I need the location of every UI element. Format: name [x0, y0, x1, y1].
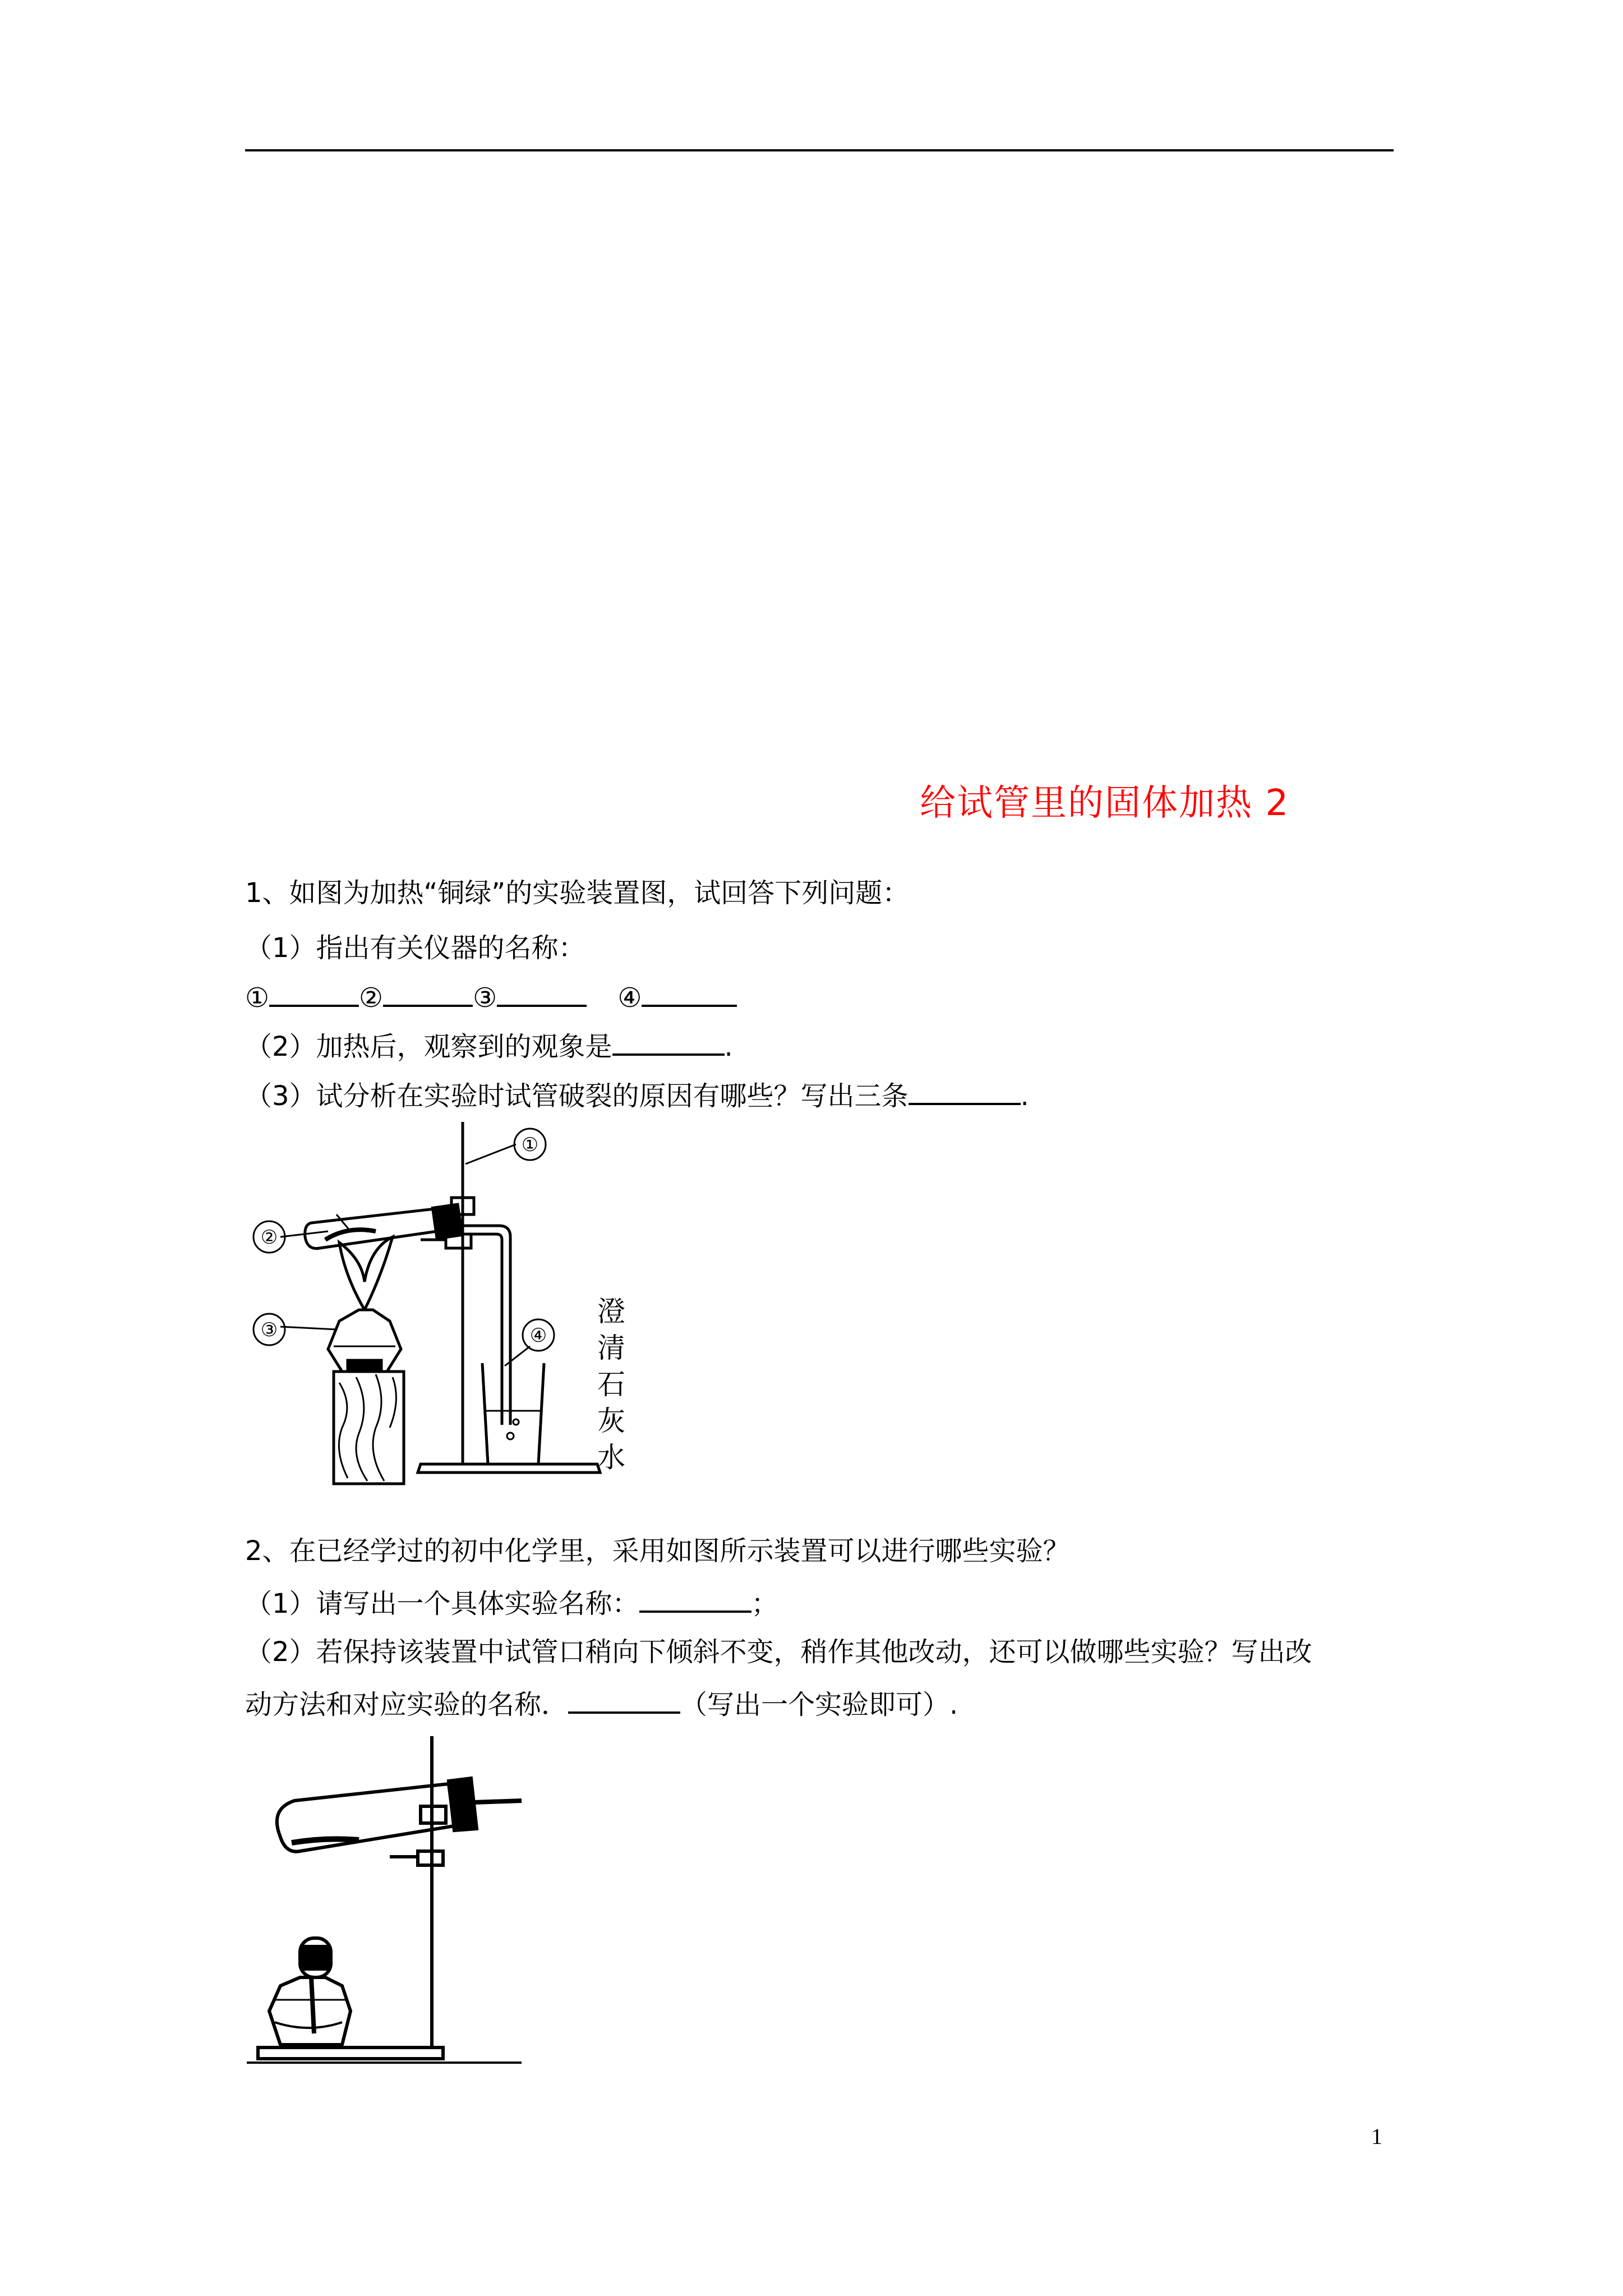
q1-sub3-period: . [1020, 1080, 1029, 1112]
blank-label-1: ① [245, 982, 270, 1014]
beaker-label-char-3: 石 [597, 1368, 625, 1401]
answer-blank-reasons[interactable] [909, 1077, 1021, 1105]
callout-4: ④ [529, 1326, 547, 1346]
q2-sub2-text: 动方法和对应实验的名称． [245, 1689, 569, 1720]
q1-blanks-row [245, 979, 737, 1015]
q1-sub2-period: . [724, 1031, 733, 1062]
q2-sub2-tail: （写出一个实验即可）. [680, 1689, 958, 1720]
beaker-label-char-2: 清 [597, 1332, 625, 1364]
q2-sub2-line1: （2）若保持该装置中试管口稍向下倾斜不变，稍作其他改动，还可以做哪些实验？写出改 [245, 1636, 1312, 1668]
q2-sub2-line2 [245, 1686, 958, 1722]
q1-stem: 1、如图为加热“铜绿”的实验装置图，试回答下列问题： [245, 877, 910, 909]
test-tube [305, 1209, 443, 1249]
q2-sub1-text: （1）请写出一个具体实验名称： [245, 1588, 639, 1619]
header-rule [245, 149, 1394, 151]
page-title: 给试管里的固体加热 2 [920, 783, 1290, 824]
answer-blank-experiment-name[interactable] [639, 1585, 751, 1613]
blank-label-2: ② [359, 982, 384, 1014]
wooden-block [334, 1372, 404, 1484]
blank-label-3: ③ [473, 982, 497, 1014]
q2-sub1 [245, 1585, 778, 1621]
blank-label-4: ④ [617, 982, 642, 1014]
q1-sub3 [245, 1077, 1029, 1113]
q1-sub1: （1）指出有关仪器的名称： [245, 932, 585, 964]
figure-copper-green-apparatus [241, 1119, 667, 1501]
beaker-label-char-5: 水 [597, 1441, 625, 1474]
page-number: 1 [1371, 2124, 1382, 2149]
q1-sub2-text: （2）加热后，观察到的观象是 [245, 1031, 612, 1062]
stand-base [258, 2047, 443, 2059]
answer-blank-3[interactable] [497, 979, 587, 1007]
answer-blank-4[interactable] [642, 979, 737, 1007]
answer-blank-2[interactable] [383, 979, 473, 1007]
callout-2: ② [260, 1227, 278, 1248]
callout-3: ③ [260, 1320, 278, 1341]
stopper-2 [449, 1778, 477, 1830]
flame [339, 1237, 393, 1310]
answer-blank-observation[interactable] [612, 1028, 725, 1056]
q2-sub1-semicolon: ； [751, 1588, 778, 1619]
beaker-label-char-4: 灰 [597, 1405, 625, 1437]
q1-sub2 [245, 1028, 733, 1064]
figure-heating-apparatus [247, 1731, 538, 2067]
answer-blank-modification[interactable] [568, 1686, 680, 1714]
q1-sub3-text: （3）试分析在实验时试管破裂的原因有哪些？写出三条 [245, 1080, 909, 1112]
q2-stem: 2、在已经学过的初中化学里，采用如图所示装置可以进行哪些实验？ [245, 1535, 1070, 1567]
answer-blank-1[interactable] [269, 979, 359, 1007]
beaker [482, 1363, 544, 1464]
beaker-label-char-1: 澄 [597, 1295, 625, 1328]
callout-1: ① [521, 1135, 539, 1156]
